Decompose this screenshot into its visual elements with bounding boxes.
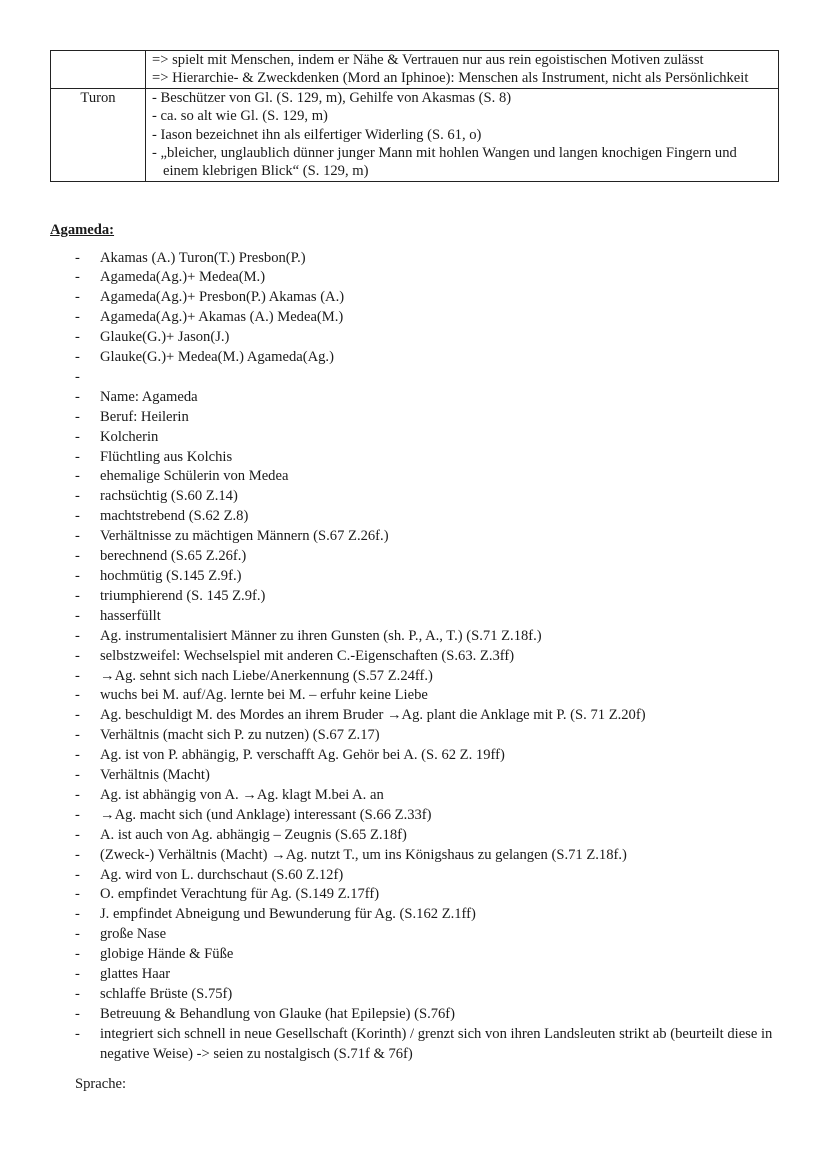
list-item-text: hasserfüllt xyxy=(100,607,161,624)
bullet-dash: - xyxy=(75,886,80,903)
character-description-cell xyxy=(146,51,779,89)
list-item xyxy=(75,965,785,985)
list-item-text: berechnend (S.65 Z.26f.) xyxy=(100,548,247,565)
bullet-dash: - xyxy=(75,786,80,803)
bullet-dash: - xyxy=(75,508,80,525)
list-item-text: Agameda(Ag.)+ Akamas (A.) Medea(M.) xyxy=(100,309,344,326)
list-item-text: Betreuung & Behandlung von Glauke (hat Epilepsie) (S.76f) xyxy=(100,1005,456,1022)
list-item xyxy=(75,487,785,507)
bullet-dash: - xyxy=(75,567,80,584)
list-item xyxy=(75,388,785,408)
table-row xyxy=(51,51,779,89)
list-item xyxy=(75,706,785,726)
list-item-text: Verhältnis (macht sich P. zu nutzen) (S.67 Z.17) xyxy=(100,727,380,744)
list-item xyxy=(75,448,785,468)
list-item xyxy=(75,268,785,288)
list-item xyxy=(75,607,785,627)
list-item-text: große Nase xyxy=(100,926,167,943)
list-item xyxy=(75,726,785,746)
list-item-text: Flüchtling aus Kolchis xyxy=(100,448,233,465)
bullet-dash: - xyxy=(75,667,80,684)
list-item xyxy=(75,507,785,527)
bullet-dash: - xyxy=(75,607,80,624)
list-item xyxy=(75,249,785,269)
description-line: - ca. so alt wie Gl. (S. 129, m) xyxy=(152,108,328,125)
list-item-text: machtstrebend (S.62 Z.8) xyxy=(100,508,249,525)
character-description-cell xyxy=(146,88,779,181)
list-item xyxy=(75,686,785,706)
bullet-dash: - xyxy=(75,707,80,724)
bullet-dash: - xyxy=(75,1005,80,1022)
list-item xyxy=(75,667,785,687)
description-line: => Hierarchie- & Zweckdenken (Mord an Iphinoe): Menschen als Instrument, nicht als Persönlichkeit xyxy=(152,70,749,87)
list-item xyxy=(75,288,785,308)
list-item-text: schlaffe Brüste (S.75f) xyxy=(100,986,233,1003)
list-item-text: rachsüchtig (S.60 Z.14) xyxy=(100,488,238,505)
bullet-dash: - xyxy=(75,866,80,883)
list-item-text: Ag. ist abhängig von A. →Ag. klagt M.bei A. an xyxy=(100,786,384,803)
bullet-dash: - xyxy=(75,488,80,505)
character-name-cell xyxy=(51,51,146,89)
bullet-dash: - xyxy=(75,309,80,326)
bullet-dash: - xyxy=(75,846,80,863)
bullet-dash: - xyxy=(75,349,80,366)
list-item xyxy=(75,766,785,786)
bullet-dash: - xyxy=(75,548,80,565)
list-item xyxy=(75,945,785,965)
list-item xyxy=(75,547,785,567)
bullet-dash: - xyxy=(75,806,80,823)
bullet-dash: - xyxy=(75,468,80,485)
list-item xyxy=(75,428,785,448)
list-item-text: →Ag. macht sich (und Anklage) interessant (S.66 Z.33f) xyxy=(100,806,432,823)
list-item xyxy=(75,905,785,925)
list-item xyxy=(75,925,785,945)
list-item-text: Verhältnisse zu mächtigen Männern (S.67 Z.26f.) xyxy=(100,528,389,545)
list-item-text: wuchs bei M. auf/Ag. lernte bei M. – erfuhr keine Liebe xyxy=(100,687,428,704)
bullet-dash: - xyxy=(75,627,80,644)
list-item-text: →Ag. sehnt sich nach Liebe/Anerkennung (S.57 Z.24ff.) xyxy=(100,667,433,684)
list-item xyxy=(75,328,785,348)
list-item xyxy=(75,806,785,826)
bullet-dash: - xyxy=(75,906,80,923)
list-item-text: J. empfindet Abneigung und Bewunderung für Ag. (S.162 Z.1ff) xyxy=(100,906,476,923)
list-item xyxy=(75,567,785,587)
bullet-dash: - xyxy=(75,826,80,843)
list-item-text: O. empfindet Verachtung für Ag. (S.149 Z.17ff) xyxy=(100,886,380,903)
list-item-text: Agameda(Ag.)+ Presbon(P.) Akamas (A.) xyxy=(100,289,345,306)
list-item-text: Ag. beschuldigt M. des Mordes an ihrem Bruder →Ag. plant die Anklage mit P. (S. 71 Z.20f) xyxy=(100,707,646,724)
list-item-text: Glauke(G.)+ Medea(M.) Agameda(Ag.) xyxy=(100,349,334,366)
list-item-text: Glauke(G.)+ Jason(J.) xyxy=(100,329,230,346)
bullet-dash: - xyxy=(75,329,80,346)
description-line: - Iason bezeichnet ihn als eilfertiger Widerling (S. 61, o) xyxy=(152,126,482,143)
bullet-dash: - xyxy=(75,747,80,764)
bullet-dash: - xyxy=(75,368,80,385)
bullet-dash: - xyxy=(75,269,80,286)
list-item xyxy=(75,467,785,487)
list-item xyxy=(75,348,785,368)
bullet-dash: - xyxy=(75,428,80,445)
list-item-text: triumphierend (S. 145 Z.9f.) xyxy=(100,587,266,604)
list-item xyxy=(75,1005,785,1025)
list-item-text: Ag. ist von P. abhängig, P. verschafft Ag. Gehör bei A. (S. 62 Z. 19ff) xyxy=(100,747,505,764)
list-item xyxy=(75,786,785,806)
list-item-text: Akamas (A.) Turon(T.) Presbon(P.) xyxy=(100,249,306,266)
bullet-dash: - xyxy=(75,528,80,545)
bullet-dash: - xyxy=(75,946,80,963)
list-item xyxy=(75,1025,785,1065)
bullet-dash: - xyxy=(75,1025,80,1042)
bullet-dash: - xyxy=(75,289,80,306)
list-item xyxy=(75,308,785,328)
description-line: - „bleicher, unglaublich dünner junger Mann mit hohlen Wangen und langen knochigen Fingern und einem klebrigen Blick“ (S. 129, m) xyxy=(152,145,737,180)
list-item-text: Name: Agameda xyxy=(100,388,198,405)
list-item-text: Ag. instrumentalisiert Männer zu ihren Gunsten (sh. P., A., T.) (S.71 Z.18f.) xyxy=(100,627,542,644)
list-item xyxy=(75,885,785,905)
list-item-text: selbstzweifel: Wechselspiel mit anderen C.-Eigenschaften (S.63. Z.3ff) xyxy=(100,647,515,664)
character-name-cell: Turon xyxy=(51,88,146,181)
list-item xyxy=(75,746,785,766)
list-item xyxy=(75,866,785,886)
bullet-dash: - xyxy=(75,687,80,704)
list-item xyxy=(75,826,785,846)
description-line: => spielt mit Menschen, indem er Nähe & Vertrauen nur aus rein egoistischen Motiven zulässt xyxy=(152,52,704,68)
bullet-dash: - xyxy=(75,388,80,405)
list-item xyxy=(75,587,785,607)
character-table xyxy=(50,50,779,182)
bullet-dash: - xyxy=(75,647,80,664)
list-item-text: Kolcherin xyxy=(100,428,159,445)
list-item-text: hochmütig (S.145 Z.9f.) xyxy=(100,567,242,584)
bullet-dash: - xyxy=(75,448,80,465)
list-item-text: Beruf: Heilerin xyxy=(100,408,189,425)
list-item-text: (Zweck-) Verhältnis (Macht) →Ag. nutzt T., um ins Königshaus zu gelangen (S.71 Z.18f.) xyxy=(100,846,627,863)
list-item xyxy=(75,368,785,388)
bullet-dash: - xyxy=(75,986,80,1003)
bullet-dash: - xyxy=(75,767,80,784)
list-item-text: integriert sich schnell in neue Gesellschaft (Korinth) / grenzt sich von ihren Landsleuten strikt ab (beurteilt diese in negative Weise) -> seien zu nostalgisch (S.71f & 76f) xyxy=(100,1025,773,1062)
list-item-text: ehemalige Schülerin von Medea xyxy=(100,468,289,485)
bullet-list xyxy=(75,249,785,1065)
list-item xyxy=(75,985,785,1005)
table-row xyxy=(51,88,779,181)
bullet-dash: - xyxy=(75,966,80,983)
bullet-dash: - xyxy=(75,587,80,604)
list-item-text: A. ist auch von Ag. abhängig – Zeugnis (S.65 Z.18f) xyxy=(100,826,407,843)
list-item xyxy=(75,647,785,667)
list-item-text: globige Hände & Füße xyxy=(100,946,234,963)
list-item xyxy=(75,846,785,866)
list-item xyxy=(75,627,785,647)
footer-label: Sprache: xyxy=(75,1076,127,1092)
bullet-dash: - xyxy=(75,727,80,744)
list-item-text: Agameda(Ag.)+ Medea(M.) xyxy=(100,269,266,286)
section-heading: Agameda: xyxy=(50,222,115,238)
description-line: - Beschützer von Gl. (S. 129, m), Gehilfe von Akasmas (S. 8) xyxy=(152,89,512,106)
list-item xyxy=(75,527,785,547)
list-item-text: glattes Haar xyxy=(100,966,171,983)
bullet-dash: - xyxy=(75,249,80,266)
bullet-dash: - xyxy=(75,408,80,425)
list-item-text: Verhältnis (Macht) xyxy=(100,767,210,784)
bullet-dash: - xyxy=(75,926,80,943)
list-item-text: Ag. wird von L. durchschaut (S.60 Z.12f) xyxy=(100,866,344,883)
list-item xyxy=(75,408,785,428)
